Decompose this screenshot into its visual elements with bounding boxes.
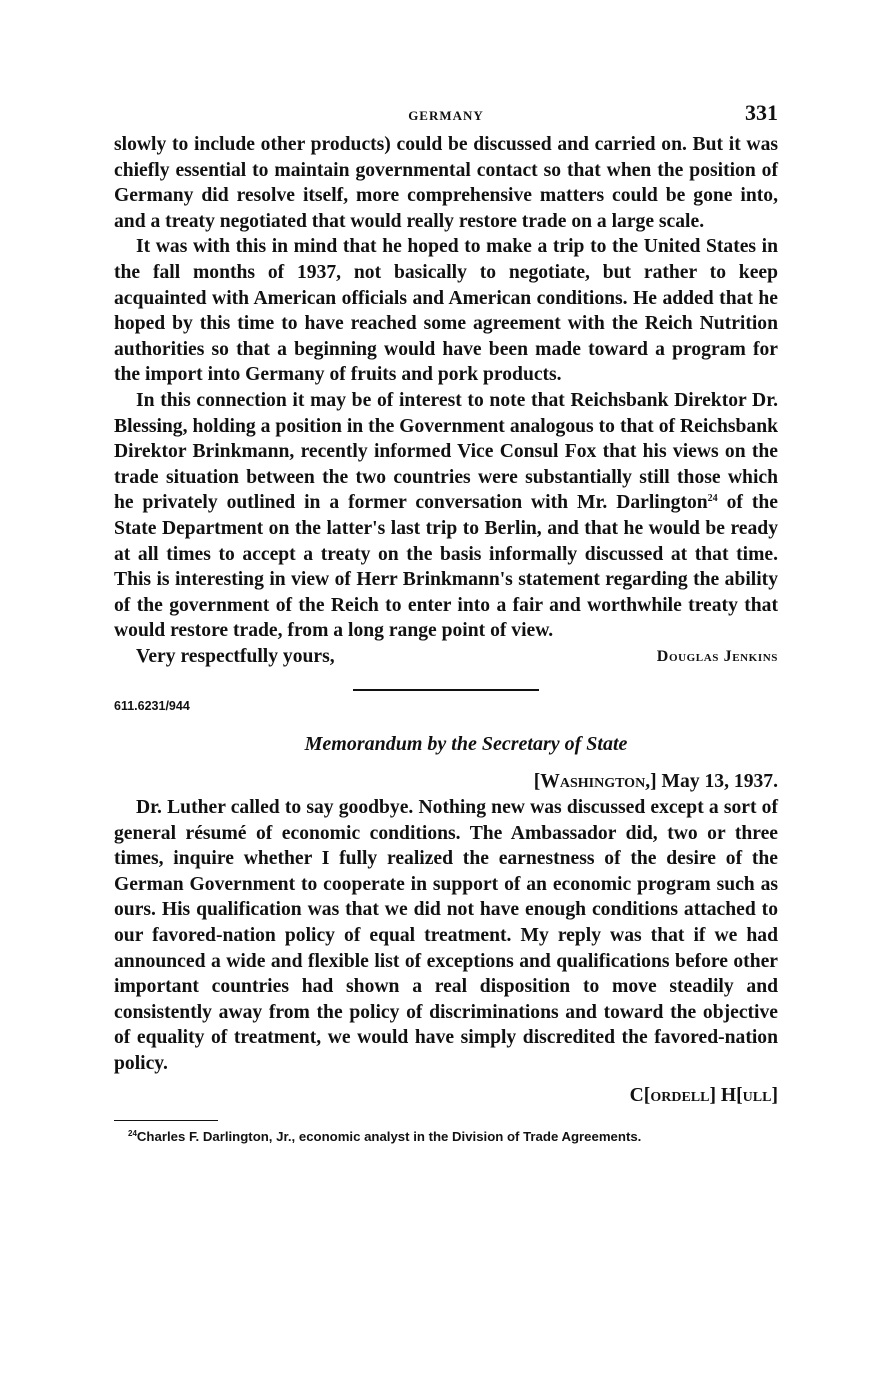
page-number: 331 [745,100,778,125]
closing-phrase: Very respectfully yours, [136,645,335,667]
dateline-date: May 13, 1937. [656,771,778,793]
sign-part-end: ] [771,1084,778,1106]
letter-body [114,132,778,644]
letter-paragraph-1: slowly to include other products) could be discussed and carried on. But it was chiefly essential to maintain governmental contact so that when the position of Germany did resolve itself, more comprehensive matters could be gone into, and a treaty negotiated that would really restore trade on a large scale. [114,134,778,232]
file-number: 611.6231/944 [114,699,190,714]
letter-paragraph-3-part-1: In this connection it may be of interest to note that Reichsbank Direktor Dr. Blessing, holding a position in the Government analogous to that of Reichsbank Direktor Brinkmann, recently informed Vice Consul Fox that his views on the trade situation between the two countries were substantially still those which he privately outlined in a former conversation with Mr. Darlington [114,389,778,514]
letter-signature: Douglas Jenkins [656,647,778,665]
sign-part-ull: ull [742,1084,772,1106]
memo-paragraph: Dr. Luther called to say goodbye. Nothing new was discussed except a sort of general résumé of economic conditions. The Ambassador did, two or three times, inquire whether I fully realized the earnestness of the desire of the German Government to cooperate in support of an economic program such as ours. His qualification was that we did not have enough conditions attached to our favored-nation policy of equal treatment. My reply was that if we had announced a wide and flexible list of exceptions and qualifications before other important countries had shown a real disposition to move steadily and consistently away from the policy of discriminations and toward the objective of equality of treatment, we would have simply discredited the favored-nation policy. [114,797,778,1074]
letter-closing [114,644,778,670]
dateline-place: Washington [540,771,646,793]
footnote-reference: 24 [707,493,718,505]
memo-signature [114,1083,778,1109]
memo-dateline [114,769,778,795]
section-divider [353,689,539,691]
footnote-rule [114,1120,218,1121]
footnote [114,1129,778,1144]
letter-paragraph-3-part-2: of the State Department on the latter's last trip to Berlin, and that he would be ready at all times to accept a treaty on the basis informally discussed at that time. This is interesting in view of Herr Brinkmann's statement regarding the ability of the government of the Reich to enter into a fair and worthwhile treaty that would restore trade, from a long range point of view. [114,492,778,642]
sign-part-ordell: ordell [650,1084,710,1106]
dateline-bracket-open: [ [533,771,541,793]
document-page [114,98,778,1144]
letter-paragraph-3 [114,388,778,644]
footnote-text: Charles F. Darlington, Jr., economic analyst in the Division of Trade Agreements. [136,1129,642,1145]
memo-title: Memorandum by the Secretary of State [304,733,628,756]
page-header [114,98,778,132]
memo-body [114,795,778,1077]
dateline-bracket-close: ,] [645,771,657,793]
letter-paragraph-2: It was with this in mind that he hoped to make a trip to the United States in the fall months of 1937, not basically to negotiate, but rather to keep acquainted with American officials and American conditions. He added that he hoped by this time to have reached some agreement with the Reich Nutrition authorities so that a beginning would have been made toward a program for the import into Germany of fruits and pork products. [114,236,778,386]
footnote-marker: 24 [128,1129,137,1139]
sign-part-c: C[ [629,1084,651,1106]
running-head: GERMANY [408,108,484,123]
sign-part-mid: ] H[ [709,1084,743,1106]
